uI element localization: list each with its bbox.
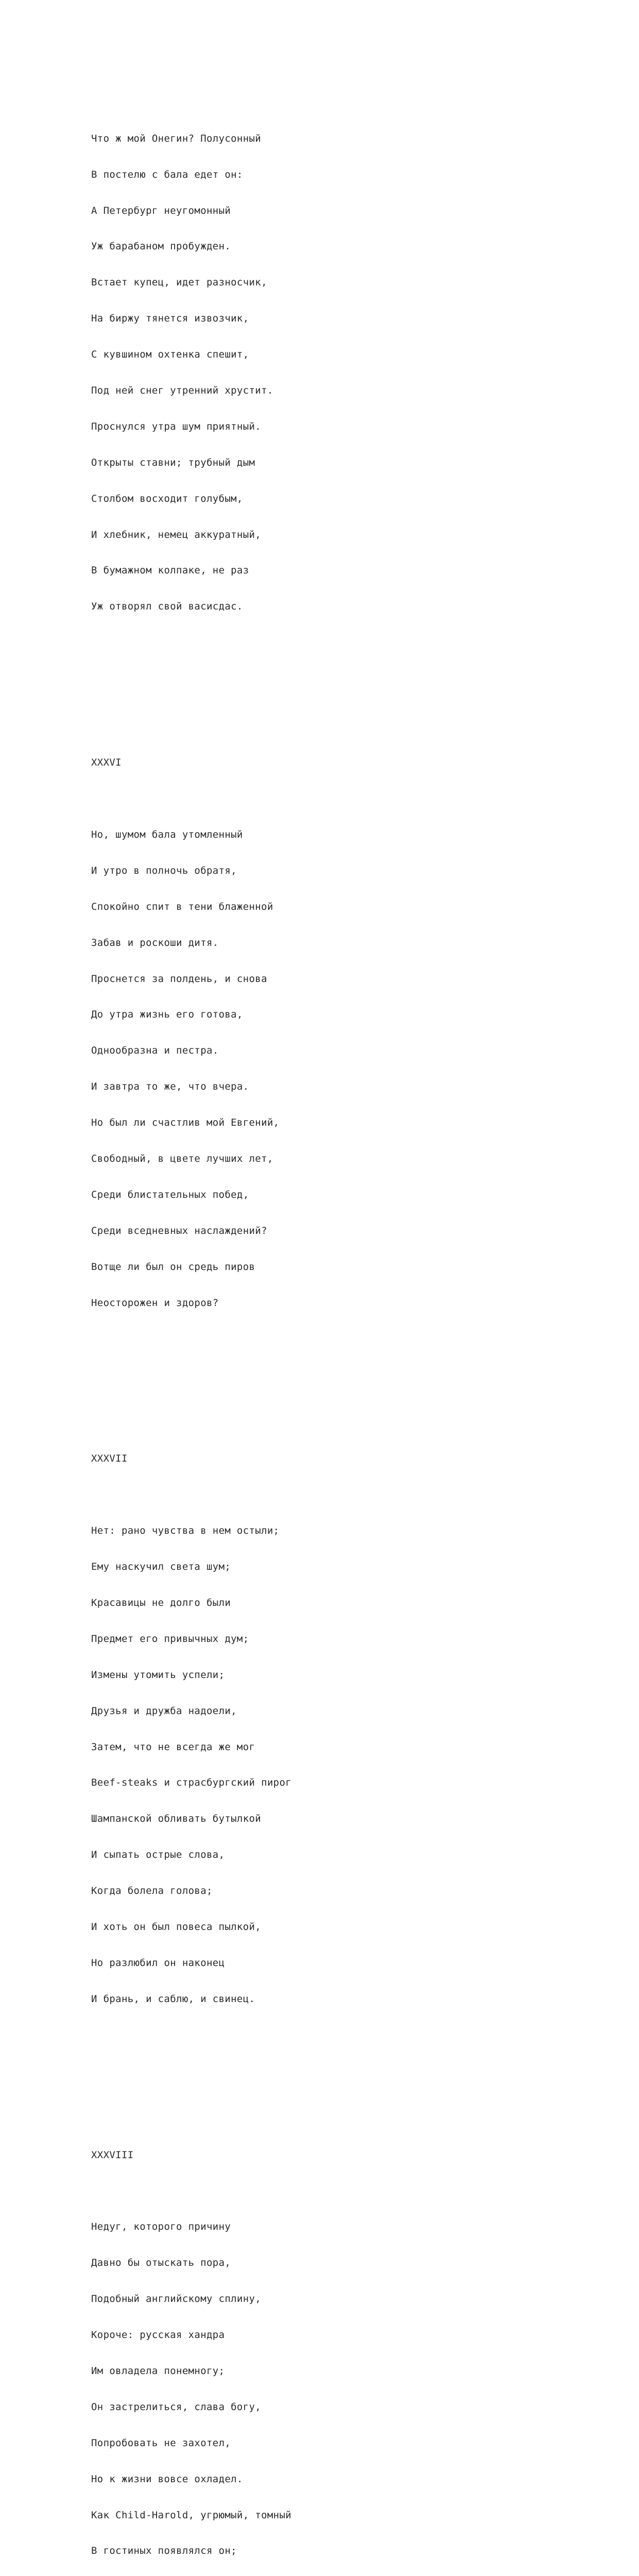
- verse-line: Уж отворял свой васисдас.: [91, 601, 243, 613]
- verse-line: Уж барабаном пробужден.: [91, 241, 231, 252]
- verse-line: До утра жизнь его готова,: [91, 1009, 243, 1021]
- verse-line: С кувшином охтенка спешит,: [91, 349, 249, 361]
- verse-line: Забав и роскоши дитя.: [91, 937, 219, 948]
- verse-line: Ему наскучил света шум;: [91, 1561, 231, 1573]
- poem-text: [91, 61, 316, 2576]
- verse-line: Beef-steaks и страсбургский пирог: [91, 1777, 292, 1789]
- verse-line: Среди вседневных наслаждений?: [91, 1225, 267, 1236]
- verse-line: Красавицы не долго были: [91, 1597, 231, 1608]
- verse-line: Свободный, в цвете лучших лет,: [91, 1153, 273, 1165]
- verse-line: В постелю с бала едет он:: [91, 168, 243, 180]
- heading-gap: [91, 793, 316, 805]
- verse-line: Среди блистательных побед,: [91, 1189, 249, 1200]
- verse-line: Но к жизни вовсе охладел.: [91, 2473, 243, 2485]
- verse-line: И завтра то же, что вчера.: [91, 1081, 249, 1093]
- verse-line: Встает купец, идет разносчик,: [91, 277, 267, 289]
- verse-line: Нет: рано чувства в нем остыли;: [91, 1525, 280, 1537]
- verse-line: Вотще ли был он средь пиров: [91, 1261, 255, 1273]
- stanza-3: [91, 1429, 316, 2029]
- verse-line: Проснется за полдень, и снова: [91, 973, 267, 985]
- verse-line: И хоть он был повеса пылкой,: [91, 1921, 262, 1933]
- verse-line: Под ней снег утренний хрустит.: [91, 385, 273, 397]
- verse-line: Давно бы отыскать пора,: [91, 2257, 231, 2269]
- verse-line: Им овладела понемногу;: [91, 2365, 225, 2377]
- verse-line: На биржу тянется извозчик,: [91, 313, 249, 325]
- verse-line: И брань, и саблю, и свинец.: [91, 1993, 255, 2005]
- verse-line: Открыты ставни; трубный дым: [91, 456, 255, 468]
- verse-line: Как Child-Harold, угрюмый, томный: [91, 2509, 292, 2521]
- stanza-heading: XXXVII: [91, 1453, 128, 1465]
- stanza-4: [91, 2125, 316, 2576]
- verse-line: В бумажном колпаке, не раз: [91, 565, 249, 577]
- verse-line: И утро в полночь обратя,: [91, 865, 237, 876]
- stanza-heading: XXXVIII: [91, 2149, 134, 2161]
- stanza-1: [91, 109, 316, 637]
- verse-line: А Петербург неугомонный: [91, 205, 231, 216]
- heading-gap: [91, 2185, 316, 2197]
- verse-line: Предмет его привычных дум;: [91, 1633, 249, 1645]
- verse-line: Шампанской обливать бутылкой: [91, 1813, 262, 1825]
- verse-line: Измены утомить успели;: [91, 1669, 225, 1681]
- stanza-2: [91, 733, 316, 1333]
- stanza-gap: [91, 1369, 316, 1381]
- stanza-heading: XXXVI: [91, 757, 122, 769]
- verse-line: Друзья и дружба надоели,: [91, 1705, 237, 1717]
- verse-line: Неосторожен и здоров?: [91, 1297, 219, 1309]
- verse-line: Но был ли счастлив мой Евгений,: [91, 1117, 280, 1129]
- verse-line: Что ж мой Онегин? Полусонный: [91, 132, 262, 144]
- verse-line: Проснулся утра шум приятный.: [91, 420, 262, 432]
- verse-line: Он застрелиться, слава богу,: [91, 2401, 262, 2413]
- verse-line: Короче: русская хандра: [91, 2329, 225, 2341]
- verse-line: Столбом восходит голубым,: [91, 493, 243, 504]
- verse-line: Спокойно спит в тени блаженной: [91, 901, 273, 912]
- verse-line: Недуг, которого причину: [91, 2221, 231, 2233]
- verse-line: И хлебник, немец аккуратный,: [91, 529, 262, 540]
- verse-line: Попробовать не захотел,: [91, 2437, 231, 2449]
- stanza-gap: [91, 673, 316, 685]
- verse-line: В гостиных появлялся он;: [91, 2545, 237, 2557]
- verse-line: Но разлюбил он наконец: [91, 1957, 225, 1969]
- verse-line: Затем, что не всегда же мог: [91, 1741, 255, 1753]
- verse-line: Подобный английскому сплину,: [91, 2293, 262, 2305]
- verse-line: Однообразна и пестра.: [91, 1045, 219, 1057]
- stanza-gap: [91, 2065, 316, 2077]
- heading-gap: [91, 1489, 316, 1501]
- verse-line: И сыпать острые слова,: [91, 1849, 225, 1861]
- verse-line: Но, шумом бала утомленный: [91, 829, 243, 840]
- verse-line: Когда болела голова;: [91, 1885, 213, 1897]
